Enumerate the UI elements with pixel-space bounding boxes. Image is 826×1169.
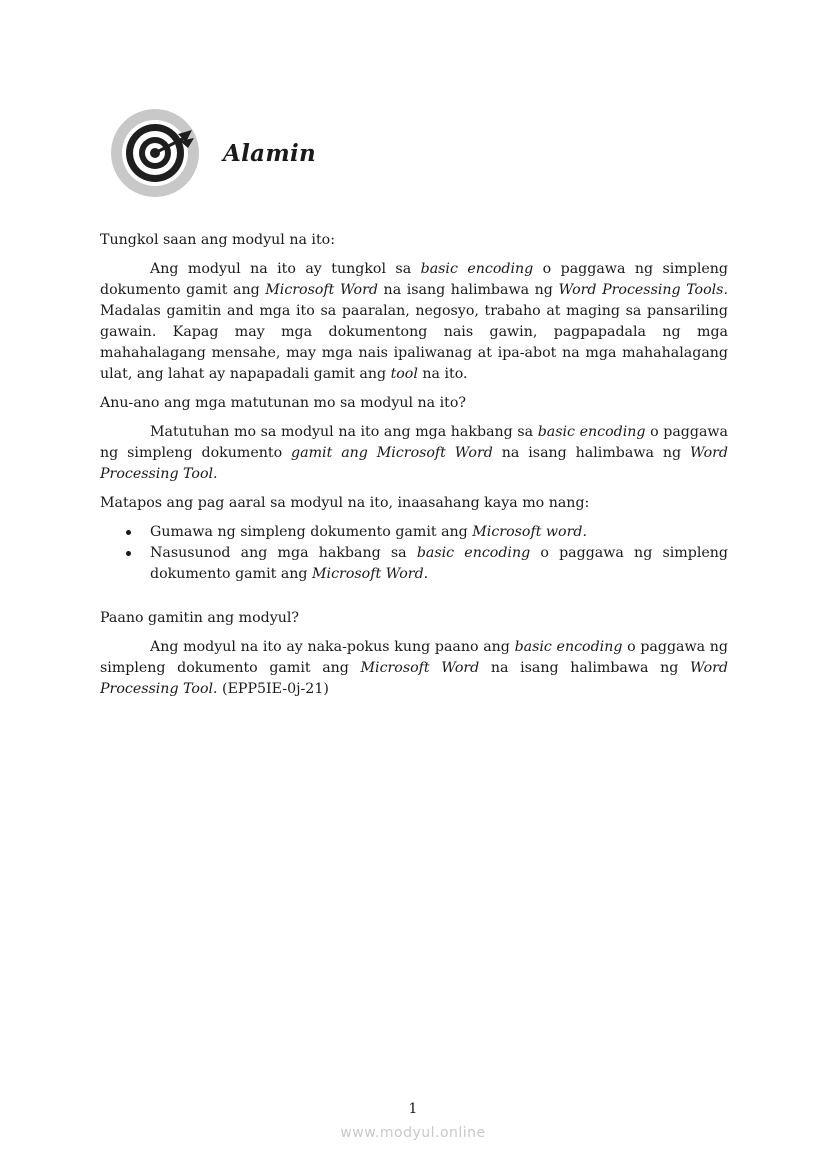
body-content	[100, 230, 728, 700]
paragraph-usage: Ang modyul na ito ay naka-pokus kung paano ang basic encoding o paggawa ng simpleng dokumento gamit ang Microsoft Word na isang halimbawa ng Word Processing Tool. (EPP5IE-0j-21)	[100, 639, 728, 697]
usage-question: Paano gamitin ang modyul?	[100, 610, 299, 626]
bullet-icon	[126, 551, 131, 556]
learning-question: Anu-ano ang mga matutunan mo sa modyul na ito?	[100, 395, 467, 411]
list-item: Gumawa ng simpleng dokumento gamit ang Microsoft word.	[100, 522, 728, 543]
section-header	[110, 107, 316, 199]
objectives-intro: Matapos ang pag aaral sa modyul na ito, inaasahang kaya mo nang:	[100, 495, 590, 511]
bullet-icon	[126, 530, 131, 535]
page-number: 1	[408, 1101, 418, 1117]
intro-question: Tungkol saan ang modyul na ito:	[100, 232, 335, 248]
section-title: Alamin	[223, 139, 317, 167]
paragraph-about-module: Ang modyul na ito ay tungkol sa basic encoding o paggawa ng simpleng dokumento gamit ang Microsoft Word na isang halimbawa ng Word Processing Tools. Madalas gamitin and mga ito sa paaralan, negosyo, trabaho at maging sa pansariling gawain. Kapag may mga dokumentong nais gawin, pagpapadala ng mga mahahalagang mensahe, may mga nais ipaliwanag at ipa-abot na mga mahahalagang ulat, ang lahat ay napapadali gamit ang tool na ito.	[100, 261, 728, 382]
target-bullseye-icon	[110, 108, 200, 198]
list-item: Nasusunod ang mga hakbang sa basic encoding o paggawa ng simpleng dokumento gamit ang Microsoft Word.	[100, 543, 728, 585]
paragraph-learnings: Matutuhan mo sa modyul na ito ang mga hakbang sa basic encoding o paggawa ng simpleng dokumento gamit ang Microsoft Word na isang halimbawa ng Word Processing Tool.	[100, 424, 729, 482]
watermark: www.modyul.online	[340, 1125, 486, 1141]
objectives-list	[100, 522, 728, 585]
